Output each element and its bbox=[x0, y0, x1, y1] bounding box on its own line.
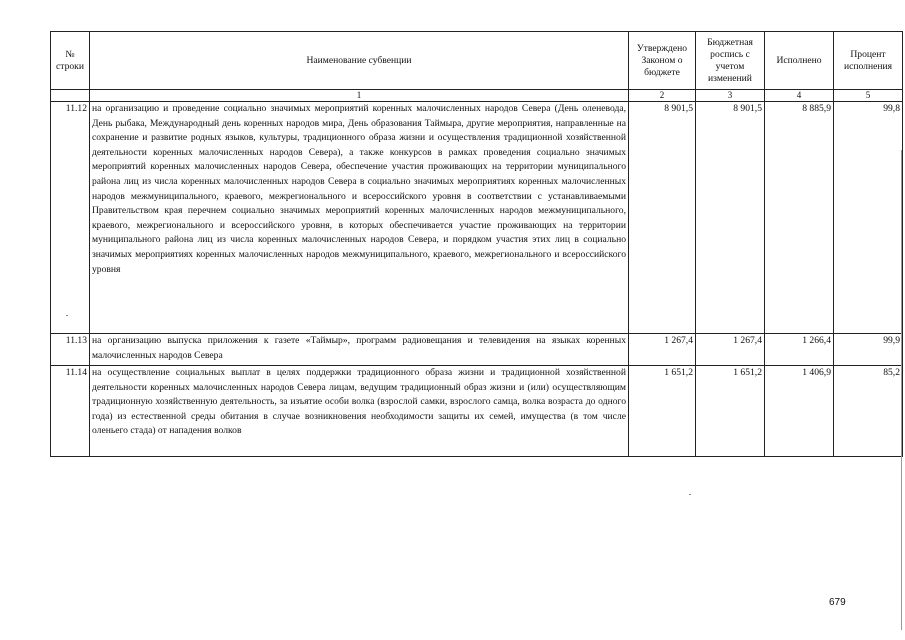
subvention-name: на осуществление социальных выплат в целях поддержки традиционного образа жизни и традиционной хозяйственной деятельности коренных малочисленных народов Севера лицам, ведущим традиционный образ жизни и (или) осуществляющим традиционную хозяйственную деятельность, за изъятие особи волка (взрослой самки, взрослого самца, волка возраста до одного года) из естественной среды обитания в случае возникновения необходимости защиты их семей, имущества (в том числе оленьего стада) от нападения волков bbox=[90, 366, 629, 457]
row-number: 11.14 bbox=[51, 366, 90, 457]
executed-value: 1 266,4 bbox=[765, 334, 834, 366]
approved-value: 1 651,2 bbox=[629, 366, 696, 457]
header-num: № строки bbox=[51, 32, 90, 90]
scan-speck bbox=[689, 494, 691, 495]
approved-value: 8 901,5 bbox=[629, 102, 696, 334]
header-percent: Процент исполнения bbox=[834, 32, 903, 90]
subvention-name: на организацию и проведение социально значимых мероприятий коренных малочисленных народов Севера (День оленевода, День рыбака, Международный день коренных народов мира, День образования Таймыра, другие мероприятия, направленные на сохранение и развитие родных языков, культуры, традиционного образа жизни и осуществления традиционной хозяйственной деятельности коренных малочисленных народов Севера), а также конкурсов в рамках проведения социально значимых мероприятий коренных малочисленных народов Севера, обеспечение участия проживающих на территории муниципального района лиц из числа коренных малочисленных народов Севера в социально значимых мероприятиях коренных малочисленных народов межмуниципального, краевого, межрегионального и всероссийского уровня в соответствии с устанавливаемыми Правительством края перечнем социально значимых мероприятий коренных малочисленных народов межмуниципального, краевого, межрегионального и всероссийского уровня, в которых обеспечивается участие проживающих на территории муниципального района лиц из числа коренных малочисленных народов Севера, и порядком участия этих лиц в социально значимых мероприятиях коренных малочисленных народов межмуниципального, краевого, межрегионального и всероссийского уровня bbox=[90, 102, 629, 334]
header-budget: Бюджетная роспись с учетом изменений bbox=[696, 32, 765, 90]
col-number: 2 bbox=[629, 90, 696, 102]
scan-speck bbox=[66, 315, 68, 316]
approved-value: 1 267,4 bbox=[629, 334, 696, 366]
percent-value: 99,9 bbox=[834, 334, 903, 366]
header-name: Наименование субвенции bbox=[90, 32, 629, 90]
header-row bbox=[51, 32, 903, 90]
scan-edge-line bbox=[901, 150, 902, 630]
table-row bbox=[51, 102, 903, 334]
col-number-blank bbox=[51, 90, 90, 102]
col-number: 5 bbox=[834, 90, 903, 102]
column-number-row bbox=[51, 90, 903, 102]
row-number: 11.12 bbox=[51, 102, 90, 334]
percent-value: 85,2 bbox=[834, 366, 903, 457]
header-approved: Утверждено Законом о бюджете bbox=[629, 32, 696, 90]
col-number: 3 bbox=[696, 90, 765, 102]
executed-value: 1 406,9 bbox=[765, 366, 834, 457]
row-number: 11.13 bbox=[51, 334, 90, 366]
percent-value: 99,8 bbox=[834, 102, 903, 334]
budget-value: 8 901,5 bbox=[696, 102, 765, 334]
subvention-table bbox=[50, 31, 903, 457]
table-row bbox=[51, 366, 903, 457]
executed-value: 8 885,9 bbox=[765, 102, 834, 334]
col-number: 4 bbox=[765, 90, 834, 102]
header-executed: Исполнено bbox=[765, 32, 834, 90]
budget-value: 1 651,2 bbox=[696, 366, 765, 457]
budget-value: 1 267,4 bbox=[696, 334, 765, 366]
col-number: 1 bbox=[90, 90, 629, 102]
table-row bbox=[51, 334, 903, 366]
subvention-name: на организацию выпуска приложения к газете «Таймыр», программ радиовещания и телевидения на языках коренных малочисленных народов Севера bbox=[90, 334, 629, 366]
page-number: 679 bbox=[829, 597, 846, 608]
